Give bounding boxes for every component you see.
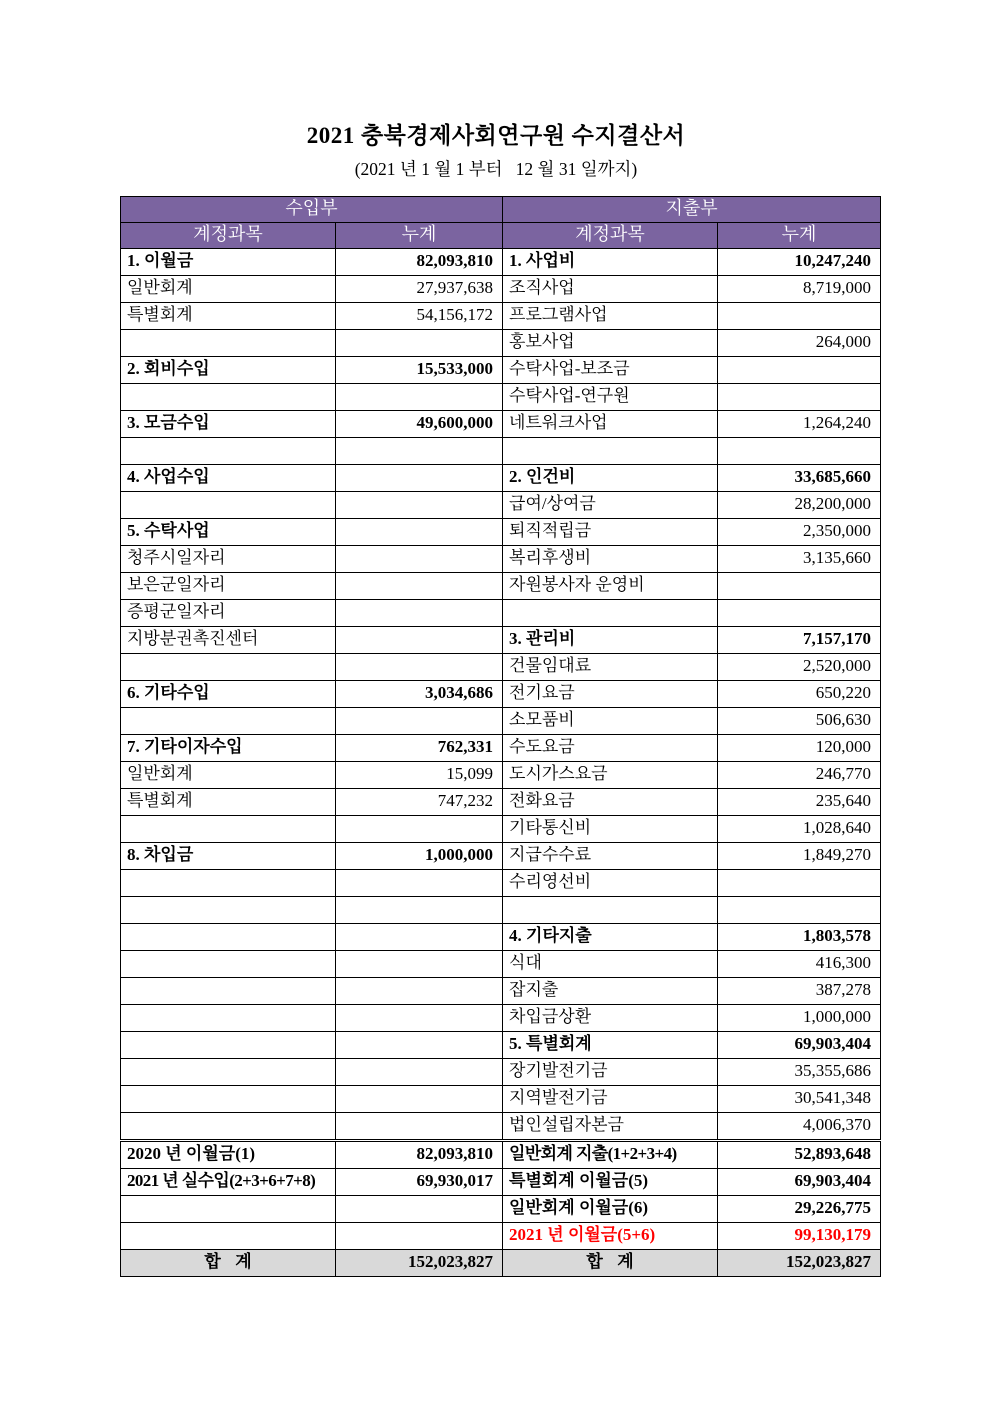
expense-account-cell: 1. 사업비	[503, 248, 718, 275]
table-body	[121, 248, 881, 1276]
expense-amount-cell: 3,135,660	[718, 545, 881, 572]
income-account-cell	[121, 1112, 336, 1140]
expense-account-cell: 2021 년 이월금(5+6)	[503, 1222, 718, 1249]
income-account-cell: 증평군일자리	[121, 599, 336, 626]
income-account-cell: 1. 이월금	[121, 248, 336, 275]
expense-account-cell: 수도요금	[503, 734, 718, 761]
expense-account-cell: 일반회계 지출(1+2+3+4)	[503, 1140, 718, 1168]
expense-amount-cell	[718, 869, 881, 896]
table-row	[121, 626, 881, 653]
table-row	[121, 275, 881, 302]
expense-account-cell	[503, 896, 718, 923]
table-row	[121, 977, 881, 1004]
expense-amount-cell	[718, 302, 881, 329]
table-row	[121, 1249, 881, 1276]
income-account-cell: 합 계	[121, 1249, 336, 1276]
expense-amount-cell	[718, 599, 881, 626]
income-account-cell: 2020 년 이월금(1)	[121, 1140, 336, 1168]
income-amount-cell: 15,099	[336, 761, 503, 788]
expense-amount-cell	[718, 572, 881, 599]
income-amount-cell	[336, 653, 503, 680]
income-account-cell	[121, 923, 336, 950]
income-total-column-header: 누계	[336, 222, 503, 248]
expense-amount-cell: 33,685,660	[718, 464, 881, 491]
table-row	[121, 761, 881, 788]
income-account-cell	[121, 950, 336, 977]
expense-amount-cell: 120,000	[718, 734, 881, 761]
table-row	[121, 1222, 881, 1249]
income-account-cell: 보은군일자리	[121, 572, 336, 599]
table-row	[121, 410, 881, 437]
page-subtitle: (2021 년 1 월 1 부터 12 월 31 일까지)	[354, 158, 638, 179]
expense-account-cell: 조직사업	[503, 275, 718, 302]
expense-amount-cell: 35,355,686	[718, 1058, 881, 1085]
income-account-cell	[121, 896, 336, 923]
table-row	[121, 437, 881, 464]
income-amount-cell	[336, 869, 503, 896]
expense-account-cell: 홍보사업	[503, 329, 718, 356]
income-amount-cell: 762,331	[336, 734, 503, 761]
income-account-cell: 지방분권촉진센터	[121, 626, 336, 653]
expense-amount-cell	[718, 896, 881, 923]
income-amount-cell	[336, 1195, 503, 1222]
expense-account-cell: 2. 인건비	[503, 464, 718, 491]
expense-account-cell: 지역발전기금	[503, 1085, 718, 1112]
table-row	[121, 1195, 881, 1222]
income-amount-cell	[336, 1112, 503, 1140]
table-row	[121, 518, 881, 545]
expense-amount-cell: 7,157,170	[718, 626, 881, 653]
income-amount-cell: 69,930,017	[336, 1168, 503, 1195]
expense-account-cell: 5. 특별회계	[503, 1031, 718, 1058]
table-row	[121, 302, 881, 329]
income-amount-cell: 27,937,638	[336, 275, 503, 302]
income-amount-cell	[336, 977, 503, 1004]
income-amount-cell	[336, 599, 503, 626]
table-row	[121, 1031, 881, 1058]
expense-account-cell: 자원봉사자 운영비	[503, 572, 718, 599]
expense-account-cell: 급여/상여금	[503, 491, 718, 518]
expense-account-cell: 법인설립자본금	[503, 1112, 718, 1140]
expense-account-cell: 복리후생비	[503, 545, 718, 572]
expense-amount-cell	[718, 383, 881, 410]
income-account-cell: 5. 수탁사업	[121, 518, 336, 545]
expense-account-cell: 지급수수료	[503, 842, 718, 869]
income-amount-cell	[336, 1031, 503, 1058]
expense-amount-cell: 1,028,640	[718, 815, 881, 842]
table-row	[121, 329, 881, 356]
income-amount-cell: 747,232	[336, 788, 503, 815]
expense-account-cell: 4. 기타지출	[503, 923, 718, 950]
expense-amount-cell: 2,350,000	[718, 518, 881, 545]
income-account-cell: 2021 년 실수입(2+3+6+7+8)	[121, 1168, 336, 1195]
income-account-cell: 2. 회비수입	[121, 356, 336, 383]
expense-amount-cell: 52,893,648	[718, 1140, 881, 1168]
expense-section-header: 지출부	[503, 196, 881, 222]
table-row	[121, 869, 881, 896]
income-amount-cell	[336, 1222, 503, 1249]
page-title: 2021 충북경제사회연구원 수지결산서	[306, 123, 686, 148]
income-amount-cell	[336, 545, 503, 572]
table-row	[121, 1085, 881, 1112]
expense-account-cell: 기타통신비	[503, 815, 718, 842]
expense-account-cell: 전기요금	[503, 680, 718, 707]
income-account-cell: 특별회계	[121, 302, 336, 329]
expense-amount-cell: 416,300	[718, 950, 881, 977]
table-row	[121, 356, 881, 383]
income-amount-cell	[336, 383, 503, 410]
income-amount-cell: 82,093,810	[336, 248, 503, 275]
expense-amount-cell: 10,247,240	[718, 248, 881, 275]
expense-amount-cell: 28,200,000	[718, 491, 881, 518]
expense-amount-cell: 69,903,404	[718, 1168, 881, 1195]
income-amount-cell	[336, 707, 503, 734]
expense-amount-cell: 2,520,000	[718, 653, 881, 680]
expense-amount-cell	[718, 356, 881, 383]
expense-account-cell: 수리영선비	[503, 869, 718, 896]
income-account-cell	[121, 977, 336, 1004]
income-amount-cell: 1,000,000	[336, 842, 503, 869]
table-row	[121, 950, 881, 977]
expense-amount-cell: 1,803,578	[718, 923, 881, 950]
expense-account-cell: 장기발전기금	[503, 1058, 718, 1085]
table-row	[121, 572, 881, 599]
table-row	[121, 923, 881, 950]
expense-amount-cell: 30,541,348	[718, 1085, 881, 1112]
expense-account-cell	[503, 437, 718, 464]
expense-amount-cell: 1,849,270	[718, 842, 881, 869]
expense-amount-cell: 1,000,000	[718, 1004, 881, 1031]
income-account-cell: 8. 차입금	[121, 842, 336, 869]
expense-account-cell: 차입금상환	[503, 1004, 718, 1031]
table-row	[121, 1168, 881, 1195]
income-amount-cell	[336, 464, 503, 491]
table-row	[121, 1004, 881, 1031]
table-row	[121, 842, 881, 869]
expense-account-cell: 건물임대료	[503, 653, 718, 680]
table-row	[121, 545, 881, 572]
expense-amount-cell: 387,278	[718, 977, 881, 1004]
table-row	[121, 707, 881, 734]
income-amount-cell	[336, 815, 503, 842]
income-amount-cell	[336, 626, 503, 653]
expense-account-cell	[503, 599, 718, 626]
table-row	[121, 680, 881, 707]
expense-amount-cell: 69,903,404	[718, 1031, 881, 1058]
income-account-cell	[121, 707, 336, 734]
income-amount-cell: 15,533,000	[336, 356, 503, 383]
expense-account-cell: 수탁사업-연구원	[503, 383, 718, 410]
table-row	[121, 248, 881, 275]
income-account-cell	[121, 1031, 336, 1058]
expense-account-cell: 프로그램사업	[503, 302, 718, 329]
income-amount-cell: 152,023,827	[336, 1249, 503, 1276]
expense-account-cell: 3. 관리비	[503, 626, 718, 653]
expense-amount-cell: 650,220	[718, 680, 881, 707]
income-section-header: 수입부	[121, 196, 503, 222]
expense-amount-cell: 99,130,179	[718, 1222, 881, 1249]
expense-account-cell: 도시가스요금	[503, 761, 718, 788]
settlement-table	[120, 196, 881, 1277]
income-account-cell	[121, 1058, 336, 1085]
income-account-cell	[121, 653, 336, 680]
income-account-cell: 일반회계	[121, 761, 336, 788]
table-row	[121, 653, 881, 680]
expense-amount-cell	[718, 437, 881, 464]
section-header-row	[121, 196, 881, 222]
income-account-cell	[121, 437, 336, 464]
expense-account-cell: 특별회계 이월금(5)	[503, 1168, 718, 1195]
expense-account-cell: 퇴직적립금	[503, 518, 718, 545]
table-row	[121, 815, 881, 842]
table-row	[121, 734, 881, 761]
table-row	[121, 1112, 881, 1140]
table-row	[121, 1058, 881, 1085]
expense-account-cell: 네트워크사업	[503, 410, 718, 437]
table-row	[121, 383, 881, 410]
expense-account-cell: 합 계	[503, 1249, 718, 1276]
table-row	[121, 896, 881, 923]
expense-amount-cell: 264,000	[718, 329, 881, 356]
income-account-cell	[121, 491, 336, 518]
table-row	[121, 599, 881, 626]
expense-account-cell: 수탁사업-보조금	[503, 356, 718, 383]
income-amount-cell	[336, 572, 503, 599]
column-header-row	[121, 222, 881, 248]
income-account-cell: 6. 기타수입	[121, 680, 336, 707]
income-account-cell	[121, 869, 336, 896]
income-amount-cell	[336, 896, 503, 923]
income-amount-cell	[336, 329, 503, 356]
income-account-cell	[121, 329, 336, 356]
expense-account-cell: 잡지출	[503, 977, 718, 1004]
income-account-cell: 청주시일자리	[121, 545, 336, 572]
expense-amount-cell: 1,264,240	[718, 410, 881, 437]
income-account-cell: 특별회계	[121, 788, 336, 815]
expense-amount-cell: 246,770	[718, 761, 881, 788]
income-account-cell: 7. 기타이자수입	[121, 734, 336, 761]
income-account-cell	[121, 1222, 336, 1249]
income-amount-cell	[336, 437, 503, 464]
expense-amount-cell: 4,006,370	[718, 1112, 881, 1140]
expense-account-cell: 일반회계 이월금(6)	[503, 1195, 718, 1222]
income-amount-cell: 54,156,172	[336, 302, 503, 329]
income-amount-cell	[336, 950, 503, 977]
income-account-cell	[121, 383, 336, 410]
table-row	[121, 788, 881, 815]
expense-amount-cell: 29,226,775	[718, 1195, 881, 1222]
table-row	[121, 491, 881, 518]
income-account-cell: 3. 모금수입	[121, 410, 336, 437]
income-account-column-header: 계정과목	[121, 222, 336, 248]
expense-account-cell: 소모품비	[503, 707, 718, 734]
income-account-cell: 일반회계	[121, 275, 336, 302]
table-row	[121, 1140, 881, 1168]
income-amount-cell	[336, 923, 503, 950]
income-amount-cell	[336, 518, 503, 545]
income-amount-cell	[336, 1004, 503, 1031]
income-amount-cell: 49,600,000	[336, 410, 503, 437]
table-row	[121, 464, 881, 491]
income-account-cell	[121, 1195, 336, 1222]
expense-amount-cell: 235,640	[718, 788, 881, 815]
income-account-cell: 4. 사업수입	[121, 464, 336, 491]
income-amount-cell: 82,093,810	[336, 1140, 503, 1168]
income-amount-cell: 3,034,686	[336, 680, 503, 707]
expense-amount-cell: 8,719,000	[718, 275, 881, 302]
expense-amount-cell: 506,630	[718, 707, 881, 734]
expense-account-cell: 식대	[503, 950, 718, 977]
income-amount-cell	[336, 491, 503, 518]
income-amount-cell	[336, 1085, 503, 1112]
expense-amount-cell: 152,023,827	[718, 1249, 881, 1276]
income-account-cell	[121, 1004, 336, 1031]
income-account-cell	[121, 815, 336, 842]
income-account-cell	[121, 1085, 336, 1112]
expense-account-cell: 전화요금	[503, 788, 718, 815]
expense-total-column-header: 누계	[718, 222, 881, 248]
expense-account-column-header: 계정과목	[503, 222, 718, 248]
income-amount-cell	[336, 1058, 503, 1085]
